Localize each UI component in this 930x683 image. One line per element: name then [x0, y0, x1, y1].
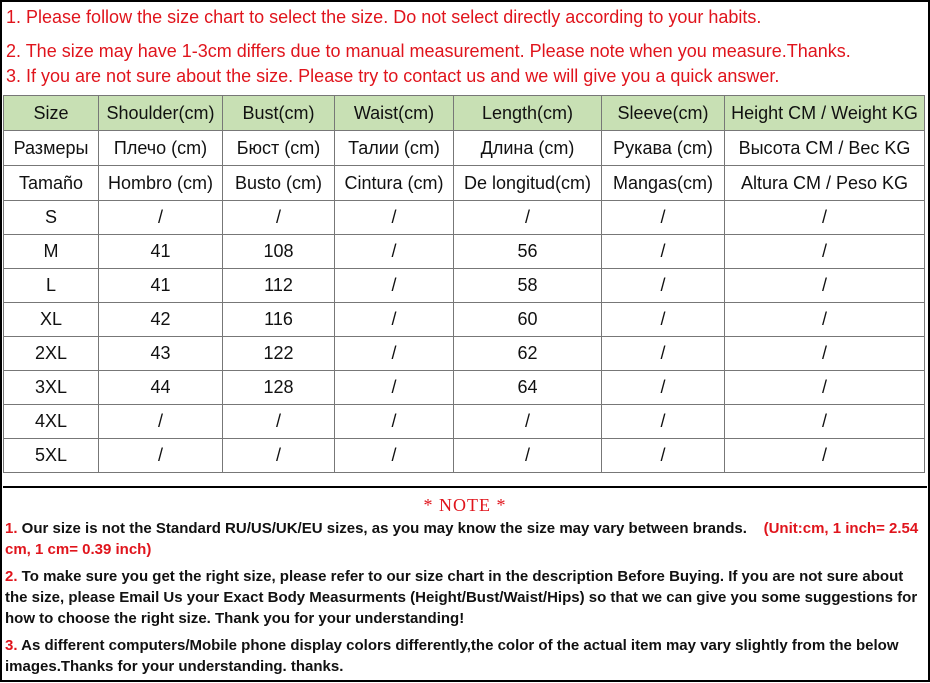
- size-label-cell: L: [4, 269, 99, 303]
- size-label-cell: 4XL: [4, 405, 99, 439]
- russian-cell: Бюст (cm): [223, 131, 335, 166]
- top-notes: [0, 0, 926, 86]
- russian-cell: Высота CM / Вес KG: [725, 131, 925, 166]
- measurement-cell: 41: [99, 269, 223, 303]
- measurement-cell: /: [335, 269, 454, 303]
- russian-cell: Рукава (cm): [602, 131, 725, 166]
- measurement-cell: /: [725, 337, 925, 371]
- measurement-cell: /: [725, 235, 925, 269]
- russian-cell: Талии (cm): [335, 131, 454, 166]
- russian-cell: Длина (cm): [454, 131, 602, 166]
- measurement-cell: /: [602, 371, 725, 405]
- note-text: As different computers/Mobile phone display colors differently,the color of the actual item may vary slightly from the below images.Thanks for your understanding. thanks.: [5, 637, 899, 675]
- top-note-3: 3. If you are not sure about the size. Please try to contact us and we will give you a quick answer.: [6, 66, 780, 86]
- note-number: 3.: [5, 637, 18, 654]
- measurement-cell: /: [725, 303, 925, 337]
- top-note-1: 1. Please follow the size chart to select the size. Do not select directly according to your habits.: [6, 7, 762, 27]
- note-text: Our size is not the Standard RU/US/UK/EU sizes, as you may know the size may vary between brands.: [17, 520, 747, 537]
- size-row: [4, 439, 925, 473]
- measurement-cell: 116: [223, 303, 335, 337]
- spanish-cell: Busto (cm): [223, 166, 335, 201]
- measurement-cell: 56: [454, 235, 602, 269]
- measurement-cell: 41: [99, 235, 223, 269]
- measurement-cell: /: [725, 371, 925, 405]
- note-item-2: [3, 566, 927, 629]
- size-label-cell: 3XL: [4, 371, 99, 405]
- header-row: [4, 96, 925, 131]
- size-label-cell: 2XL: [4, 337, 99, 371]
- note-section: [3, 486, 927, 683]
- measurement-cell: 42: [99, 303, 223, 337]
- measurement-cell: /: [335, 201, 454, 235]
- size-row: [4, 235, 925, 269]
- size-row: [4, 337, 925, 371]
- size-row: [4, 371, 925, 405]
- top-note-2: 2. The size may have 1-3cm differs due to manual measurement. Please note when you measure.Thanks.: [6, 41, 851, 61]
- size-rows: [4, 201, 925, 473]
- note-item-3: [3, 635, 927, 677]
- measurement-cell: 60: [454, 303, 602, 337]
- spanish-cell: Hombro (cm): [99, 166, 223, 201]
- size-chart-table: [3, 95, 925, 473]
- size-row: [4, 269, 925, 303]
- measurement-cell: 122: [223, 337, 335, 371]
- size-label-cell: XL: [4, 303, 99, 337]
- russian-cell: Плечо (cm): [99, 131, 223, 166]
- measurement-cell: /: [335, 405, 454, 439]
- measurement-cell: /: [223, 439, 335, 473]
- spanish-cell: De longitud(cm): [454, 166, 602, 201]
- measurement-cell: 108: [223, 235, 335, 269]
- measurement-cell: /: [99, 201, 223, 235]
- measurement-cell: /: [602, 269, 725, 303]
- measurement-cell: /: [223, 405, 335, 439]
- size-label-cell: S: [4, 201, 99, 235]
- measurement-cell: /: [602, 201, 725, 235]
- measurement-cell: /: [335, 303, 454, 337]
- measurement-cell: /: [602, 235, 725, 269]
- measurement-cell: 58: [454, 269, 602, 303]
- measurement-cell: /: [602, 303, 725, 337]
- measurement-cell: 112: [223, 269, 335, 303]
- measurement-cell: /: [725, 269, 925, 303]
- measurement-cell: /: [454, 405, 602, 439]
- size-label-cell: 5XL: [4, 439, 99, 473]
- measurement-cell: /: [335, 371, 454, 405]
- measurement-cell: /: [335, 235, 454, 269]
- note-unit-text: (Unit:cm, 1 inch= 2.54 cm, 1 cm= 0.39 inch): [5, 520, 919, 558]
- measurement-cell: /: [725, 405, 925, 439]
- header-cell: Bust(cm): [223, 96, 335, 131]
- measurement-cell: 62: [454, 337, 602, 371]
- measurement-cell: /: [454, 201, 602, 235]
- measurement-cell: /: [602, 337, 725, 371]
- header-cell: Size: [4, 96, 99, 131]
- spanish-cell: Cintura (cm): [335, 166, 454, 201]
- measurement-cell: 43: [99, 337, 223, 371]
- header-cell: Sleeve(cm): [602, 96, 725, 131]
- note-number: 1.: [5, 520, 18, 537]
- measurement-cell: /: [99, 405, 223, 439]
- note-item-1: [3, 518, 927, 560]
- measurement-cell: 44: [99, 371, 223, 405]
- header-cell: Shoulder(cm): [99, 96, 223, 131]
- measurement-cell: /: [99, 439, 223, 473]
- note-title: * NOTE *: [423, 495, 507, 515]
- spanish-cell: Mangas(cm): [602, 166, 725, 201]
- measurement-cell: /: [725, 201, 925, 235]
- measurement-cell: 64: [454, 371, 602, 405]
- note-text: To make sure you get the right size, please refer to our size chart in the description Before Buying. If you are not sure about the size, please Email Us your Exact Body Measurments (Height/Bust/Waist/Hips) so that we can give you some suggestions for how to choose the right size. Thank you for your understanding!: [5, 568, 918, 627]
- size-row: [4, 303, 925, 337]
- russian-header-row: [4, 131, 925, 166]
- measurement-cell: 128: [223, 371, 335, 405]
- header-cell: Height CM / Weight KG: [725, 96, 925, 131]
- measurement-cell: /: [454, 439, 602, 473]
- size-row: [4, 201, 925, 235]
- russian-cell: Размеры: [4, 131, 99, 166]
- note-number: 2.: [5, 568, 18, 585]
- spanish-cell: Altura CM / Peso KG: [725, 166, 925, 201]
- measurement-cell: /: [335, 337, 454, 371]
- size-label-cell: M: [4, 235, 99, 269]
- header-cell: Waist(cm): [335, 96, 454, 131]
- header-cell: Length(cm): [454, 96, 602, 131]
- spanish-header-row: [4, 166, 925, 201]
- measurement-cell: /: [725, 439, 925, 473]
- size-row: [4, 405, 925, 439]
- spanish-cell: Tamaño: [4, 166, 99, 201]
- measurement-cell: /: [335, 439, 454, 473]
- measurement-cell: /: [602, 405, 725, 439]
- measurement-cell: /: [223, 201, 335, 235]
- measurement-cell: /: [602, 439, 725, 473]
